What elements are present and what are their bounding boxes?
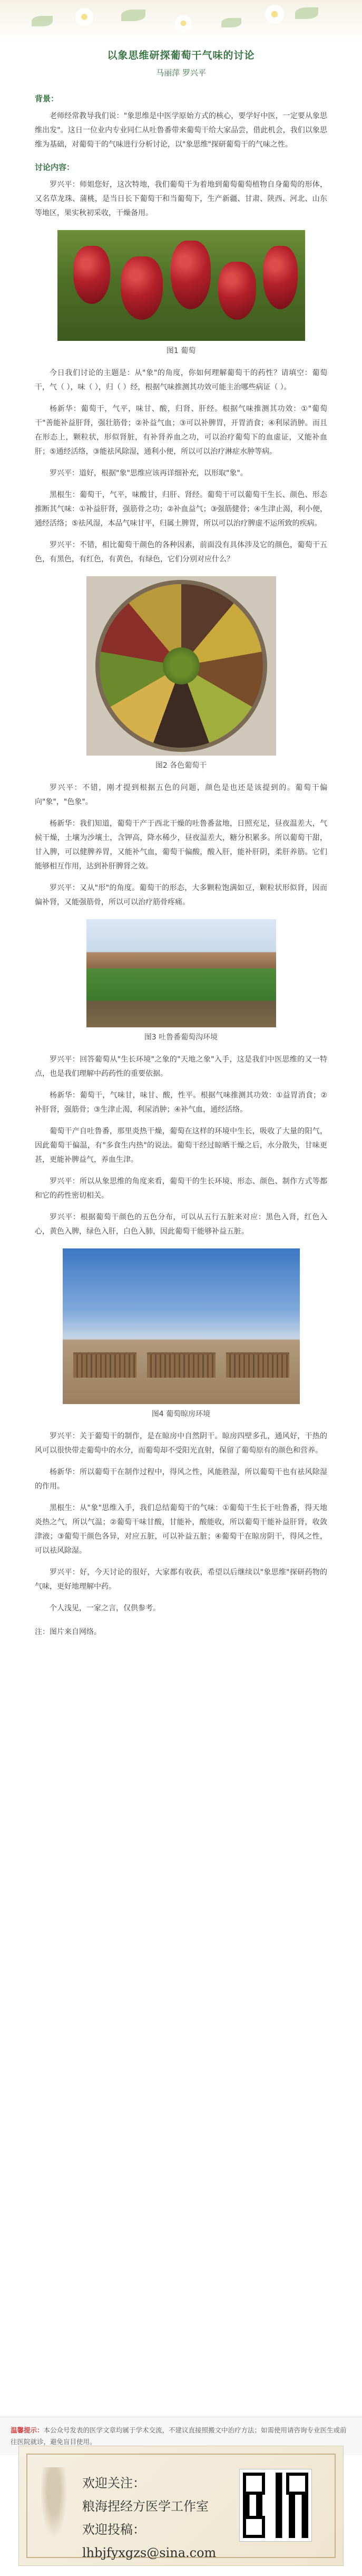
studio-name: 粮海捏经方医学工作室	[82, 2499, 209, 2514]
discussion-paragraph: 罗兴平：根据葡萄干颜色的五色分布，可以从五行五脏来对应：黑色入肾，红色入心，黄色入脾，绿色入肝，白色入肺，因此葡萄干能够补益五脏。	[35, 1213, 327, 1236]
grape-cluster	[121, 256, 163, 320]
grape-cluster	[218, 262, 256, 320]
discussion-paragraph: 杨新华：葡萄干，气味甘，味甘、酸，性平。根据气味推测其功效：①益胃消食；②补肝肾，强筋骨；③生津止渴，利尿消肿；④补气血，通经活络。	[35, 1091, 327, 1114]
flower-decoration	[74, 6, 95, 27]
discussion-paragraph: 个人浅见，一家之言，仅供参考。	[50, 1604, 160, 1613]
discussion-paragraph: 罗兴平：师姐您好，这次特地，我们葡萄干为着地到葡萄葡萄植物自身葡萄的形体，又名草龙珠、蒲桃，是当日长下葡萄干和当葡萄下，生产新疆、甘肃、陕西、河北、山东等地区，果实秋初采收，干燥备用。	[35, 180, 327, 217]
floral-banner	[0, 0, 362, 41]
footer-text-block	[82, 2472, 216, 2564]
flower-decoration	[263, 3, 286, 25]
brush-decoration	[38, 2467, 70, 2546]
background-heading: 背景：	[35, 94, 59, 103]
drying-house-photo	[63, 1248, 300, 1404]
article-authors: 马丽萍 罗兴平	[156, 68, 206, 78]
discussion-paragraph: 罗兴平：道好，根据"象"思维应该再详细补充，以形取"象"。	[50, 469, 248, 478]
figure-caption: 图2 各色葡萄干	[155, 761, 207, 770]
leaf-decoration	[221, 18, 241, 27]
drying-house	[147, 1352, 216, 1378]
figure-caption: 图1 葡萄	[166, 347, 196, 355]
footer-card	[18, 2446, 344, 2566]
grape-cluster	[171, 241, 211, 309]
drying-house	[73, 1352, 136, 1378]
contact-email[interactable]: lhbjfyxgzs@sina.com	[82, 2545, 217, 2560]
discussion-paragraph: 杨新华：所以葡萄干在制作过程中，得风之性，风能胜湿，所以葡萄干也有祛风除湿的作用。	[35, 1468, 327, 1491]
discussion-paragraph: 罗兴平：不错，相比葡萄干颜色的各种因素，前面没有具体涉及它的颜色，葡萄干五色，有黑色，有红色，有黄色，有绿色，它们分别对应什么？	[35, 541, 327, 564]
figure-caption: 图4 葡萄晾房环境	[151, 1410, 211, 1418]
flower-decoration	[174, 14, 193, 33]
qr-code-icon[interactable]	[240, 2469, 311, 2541]
discussion-paragraph: 罗兴平：好，今天讨论的很好，大家都有收获，希望以后继续以"象思维"探研药物的气味，更好地理解中药。	[35, 1568, 327, 1591]
discussion-paragraph: 罗兴平：又从"形"的角度。葡萄干的形态，大多颗粒饱满如豆，颗粒状形似肾，因而偏补肾，又能强筋骨，所以可以治疗筋骨疼痛。	[35, 884, 327, 907]
background-paragraph: 老师经常教导我们说："象思维是中医学原始方式的核心，要学好中医，一定要从象思维出发"。这日一位业内专业同仁从吐鲁番带来葡萄干给大家品尝，借此机会，我们以象思维为基础，对葡萄干的气味进行分析讨论，以"象思维"探研葡萄干的气味之性。	[35, 112, 327, 149]
leaf-decoration	[32, 16, 53, 26]
notice-text: 本公众号发表的医学文章均属于学术交流，不建议直接照搬文中治疗方法；如需使用请咨询专业医生或前往医院就诊，避免盲目使用。	[11, 2426, 347, 2446]
discussion-paragraph: 葡萄干产自吐鲁番，那里炎热干燥，葡萄在这样的环境中生长，吸收了大量的阳气，因此葡萄干偏温，有"多食生内热"的说法。葡萄干经过晾晒干燥之后，水分散失，甘味更甚，更能补脾益气，养血生津。	[35, 1127, 327, 1164]
discussion-paragraph: 杨新华：我们知道，葡萄干产于西北干燥的吐鲁番盆地，日照充足，昼夜温差大，气候干燥，土壤为沙壤土，含钾高，降水稀少，昼夜温差大，糖分积累多。所以葡萄干甜，甘入脾，可以健脾养胃，又能补气血，葡萄干偏酸，酸入肝，能补肝阴，柔肝养筋。它们能够相互作用，达到补肝脾肾之效。	[35, 819, 327, 871]
follow-label: 欢迎关注：	[82, 2476, 145, 2491]
discussion-paragraph: 罗兴平：回答葡萄从"生长环境"之象的"天地之象"入手，这是我们中医思维的又一特点，也是我们理解中药药性的重要依据。	[35, 1055, 327, 1078]
discussion-paragraph: 杨新华：葡萄干，气平，味甘、酸，归肾、肝经。根据气味推测其功效：①"葡萄干"善能补益肝肾，强壮筋骨；②补益气血；③可以补脾胃，开胃消食；④利尿消肿。而且在形态上，颗粒状，形似肾脏，有补肾养血之功，可以治疗葡萄下的血虚证，又能补血肝；⑤通经活络，③能祛风除湿，通利小便，所以可以治疗淋症水肿等病。	[35, 405, 327, 456]
grape-cluster	[73, 246, 110, 304]
article-body	[0, 47, 362, 1637]
drying-house	[226, 1352, 289, 1378]
discussion-paragraph: 罗兴平：关于葡萄干的制作，是在晾房中自然阴干。晾房四壁多孔，通风好，干热的风可以很快带走葡萄中的水分，而葡萄却不受阳光直射，保留了葡萄原有的颜色和营养。	[35, 1432, 327, 1455]
article-title: 以象思维研探葡萄干气味的讨论	[107, 50, 255, 61]
notice-label: 温馨提示：	[11, 2426, 44, 2434]
qr-corner	[243, 2516, 265, 2538]
grape-cluster	[263, 246, 298, 309]
dried-grapes-photo	[86, 576, 276, 756]
grape-vine-photo	[57, 230, 305, 341]
turpan-landscape-photo	[86, 919, 276, 1027]
discussion-paragraph: 罗兴平：不错，刚才提到根据五色的问题，颜色是也还是该提到的。葡萄干偏向"象"，"色象"。	[35, 784, 327, 806]
image-source-note: 注：图片来自网络。	[35, 1628, 101, 1636]
submit-label: 欢迎投稿：	[82, 2522, 145, 2537]
discussion-paragraph: 今日我们讨论的主题是：从"象"的角度，你如何理解葡萄干的药性？请填空：葡萄干，气（ ），味（ ），归（ ）经，根据气味推测其功效可能主治哪些病证（ ）。	[35, 369, 327, 392]
discussion-heading: 讨论内容：	[35, 163, 75, 172]
leaf-decoration	[295, 7, 318, 19]
figure-caption: 图3 吐鲁番葡萄沟环境	[144, 1033, 218, 1042]
discussion-paragraph: 黑根生：葡萄干，气平，味酸甘，归肝、肾经。葡萄干可以葡萄干生长、颜色、形态推断其气味：①补益肝肾，强筋骨之功；②补血益气；③强筋健骨；④生津止渴，利小便，通经活络；⑤祛风湿，本品气味甘平，归属土脾胃，所以可以治疗脾虚不运所致的疾病。	[35, 491, 327, 528]
leaf-decoration	[121, 9, 145, 21]
discussion-paragraph: 黑根生：从"象"思维入手，我们总结葡萄干的气味：①葡萄干生长于吐鲁番，得天地炎热之气，所以气温；②葡萄干味甘酸，甘能补，酸能收，所以葡萄干能补益肝肾，收敛津液；③葡萄干颜色各异，对应五脏，可以补益五脏；④葡萄干在晾房阴干，得风之性，可以祛风除湿。	[35, 1504, 327, 1555]
discussion-paragraph: 罗兴平：所以从象思维的角度来看，葡萄干的生长环境、形态、颜色、制作方式等都和它的药性密切相关。	[35, 1177, 327, 1200]
fruit-platter	[95, 580, 267, 752]
